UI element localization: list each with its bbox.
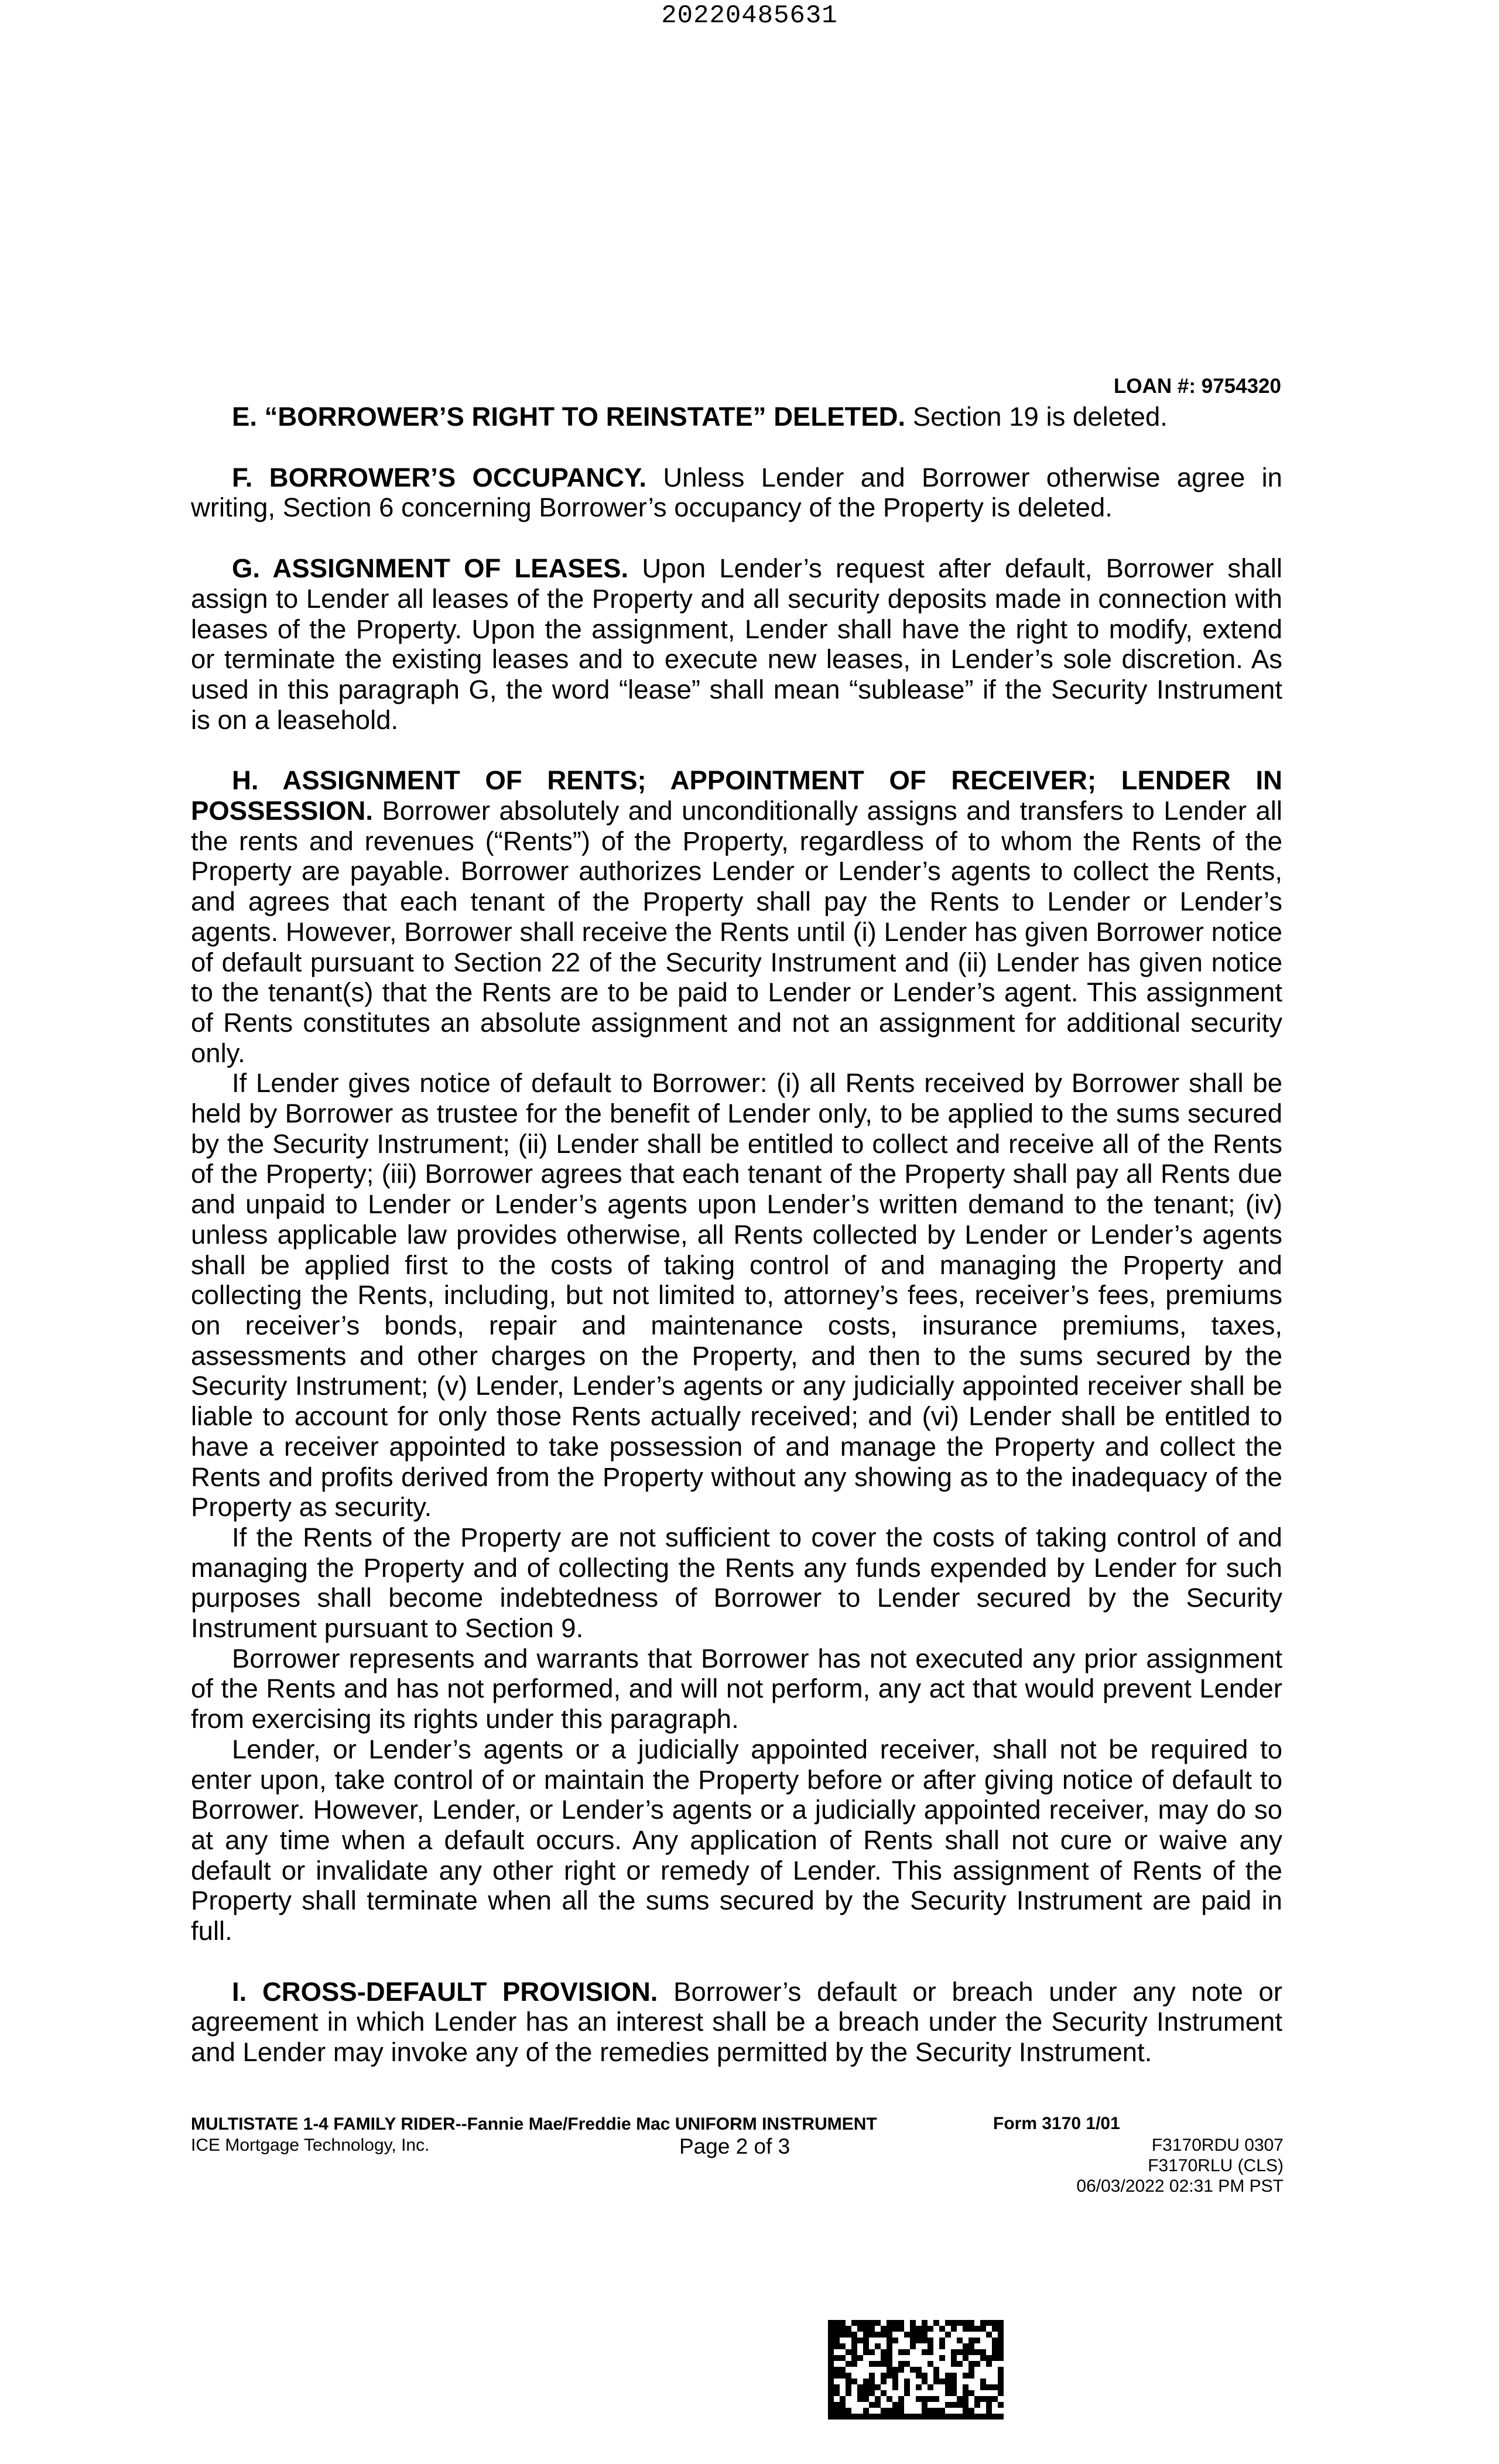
barcode-image bbox=[828, 2320, 1004, 2419]
section-h-paragraph-2: If Lender gives notice of default to Borrower: (i) all Rents received by Borrower shall be held by Borrower as trustee for the benefit of Lender only, to be applied to the sums secured by the Security Instrument; (ii) Lender shall be entitled to collect and receive all of the Rents of the Property; (iii) Borrower agrees that each tenant of the Property shall pay all Rents due and unpaid to Lender or Lender’s agents upon Lender’s written demand to the tenant; (iv) unless applicable law provides otherwise, all Rents collected by Lender or Lender’s agents shall be applied first to the costs of taking control of and managing the Property and collecting the Rents, including, but not limited to, attorney’s fees, receiver’s fees, premiums on receiver’s bonds, repair and maintenance costs, insurance premiums, taxes, assessments and other charges on the Property, and then to the sums secured by the Security Instrument; (v) Lender, Lender’s agents or any judicially appointed receiver shall be liable to account for only those Rents actually received; and (vi) Lender shall be entitled to have a receiver appointed to take possession of and manage the Property and collect the Rents and profits derived from the Property without any showing as to the inadequacy of the Property as security. bbox=[191, 1068, 1282, 1522]
footer-timestamp: 06/03/2022 02:31 PM PST bbox=[1076, 2176, 1284, 2196]
section-h-paragraph-4: Borrower represents and warrants that Borrower has not executed any prior assignment of the Rents and has not performed, and will not perform, any act that would prevent Lender from exercising its rights under this paragraph. bbox=[191, 1643, 1282, 1734]
footer-form-number: Form 3170 1/01 bbox=[993, 2114, 1120, 2133]
section-g-heading: G. ASSIGNMENT OF LEASES. bbox=[232, 553, 629, 584]
section-h-text: Borrower absolutely and unconditionally assigns and transfers to Lender all the rents and revenues (“Rents”) of the Property, regardless of to whom the Rents of the Property are payable. Borrower authorizes Lender or Lender’s agents to collect the Rents, and agrees that each tenant of the Property shall pay the Rents to Lender or Lender’s agents. However, Borrower shall receive the Rents until (i) Lender has given Borrower notice of default pursuant to Section 22 of the Security Instrument and (ii) Lender has given notice to the tenant(s) that the Rents are to be paid to Lender or Lender’s agent. This assignment of Rents constitutes an absolute assignment and not an assignment for additional security only. bbox=[191, 796, 1282, 1068]
footer-code-1: F3170RDU 0307 bbox=[1151, 2136, 1284, 2155]
section-i bbox=[191, 1977, 1282, 2068]
section-f-text: Unless Lender and Borrower otherwise agree in writing, Section 6 concerning Borrower’s occupancy of the Property is deleted. bbox=[191, 462, 1282, 523]
section-f bbox=[191, 463, 1282, 523]
section-h-paragraph-5: Lender, or Lender’s agents or a judicially appointed receiver, shall not be required to enter upon, take control of or maintain the Property before or after giving notice of default to Borrower. However, Lender, or Lender’s agents or a judicially appointed receiver, may do so at any time when a default occurs. Any application of Rents shall not cure or waive any default or invalidate any other right or remedy of Lender. This assignment of Rents of the Property shall terminate when all the sums secured by the Security Instrument are paid in full. bbox=[191, 1734, 1282, 1946]
section-e-text: Section 19 is deleted. bbox=[905, 402, 1168, 432]
footer-page-number: Page 2 of 3 bbox=[679, 2134, 790, 2158]
section-e bbox=[191, 402, 1282, 432]
loan-value: 9754320 bbox=[1201, 375, 1281, 398]
document-number: 20220485631 bbox=[661, 1, 838, 30]
loan-label: LOAN #: bbox=[1114, 375, 1196, 398]
section-f-heading: F. BORROWER’S OCCUPANCY. bbox=[232, 462, 646, 492]
section-h bbox=[191, 765, 1282, 1068]
section-g-text: Upon Lender’s request after default, Borrower shall assign to Lender all leases of the Property and all security deposits made in connection with leases of the Property. Upon the assignment, Lender shall have the right to modify, extend or terminate the existing leases and to execute new leases, in Lender’s sole discretion. As used in this paragraph G, the word “lease” shall mean “sublease” if the Security Instrument is on a leasehold. bbox=[191, 553, 1282, 735]
footer-codes bbox=[1076, 2135, 1284, 2196]
section-i-heading: I. CROSS-DEFAULT PROVISION. bbox=[232, 1976, 658, 2007]
section-e-heading: E. “BORROWER’S RIGHT TO REINSTATE” DELETED. bbox=[232, 402, 906, 432]
section-g bbox=[191, 553, 1282, 735]
rider-body bbox=[191, 402, 1282, 2068]
section-h-heading: H. ASSIGNMENT OF RENTS; APPOINTMENT OF RECEIVER; LENDER IN POSSESSION. bbox=[191, 765, 1282, 826]
section-h-paragraph-3: If the Rents of the Property are not sufficient to cover the costs of taking control of and managing the Property and of collecting the Rents any funds expended by Lender for such purposes shall become indebtedness of Borrower to Lender secured by the Security Instrument pursuant to Section 9. bbox=[191, 1522, 1282, 1644]
section-i-text: Borrower’s default or breach under any note or agreement in which Lender has an interest shall be a breach under the Security Instrument and Lender may invoke any of the remedies permitted by the Security Instrument. bbox=[191, 1976, 1282, 2068]
footer-code-2: F3170RLU (CLS) bbox=[1148, 2156, 1284, 2175]
loan-number bbox=[1114, 375, 1281, 398]
footer-company: ICE Mortgage Technology, Inc. bbox=[191, 2136, 430, 2155]
footer-form-title: MULTISTATE 1-4 FAMILY RIDER--Fannie Mae/Freddie Mac UNIFORM INSTRUMENT bbox=[191, 2114, 877, 2134]
